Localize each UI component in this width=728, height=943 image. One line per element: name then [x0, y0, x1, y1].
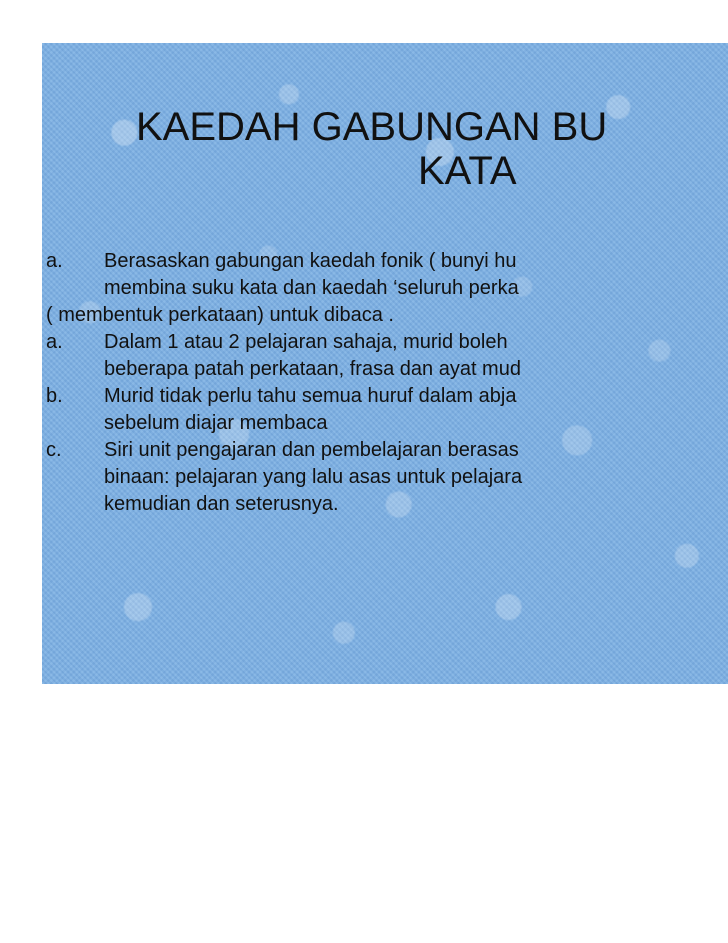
list-marker: b. [46, 385, 63, 407]
text-line: Berasaskan gabungan kaedah fonik ( bunyi hu [104, 250, 517, 272]
list-marker: a. [46, 250, 63, 272]
text-line: Murid tidak perlu tahu semua huruf dalam abja [104, 385, 517, 407]
text-line: sebelum diajar membaca [104, 412, 328, 434]
text-line: Siri unit pengajaran dan pembelajaran berasas [104, 439, 519, 461]
slide [42, 43, 728, 684]
list-item-text [104, 437, 728, 518]
text-line: binaan: pelajaran yang lalu asas untuk pelajara [104, 466, 523, 488]
list-item-text [104, 329, 728, 383]
slide-title-line-2: KATA [418, 149, 517, 193]
list-marker: a. [46, 331, 63, 353]
list-item [42, 437, 728, 518]
list-item [42, 248, 728, 302]
text-line: kemudian dan seterusnya. [104, 493, 339, 515]
text-line: Dalam 1 atau 2 pelajaran sahaja, murid boleh [104, 331, 508, 353]
text-line: beberapa patah perkataan, frasa dan ayat mud [104, 358, 521, 380]
slide-title [42, 105, 728, 193]
continuation-line: ( membentuk perkataan) untuk dibaca . [46, 304, 394, 326]
list-item-text [104, 383, 728, 437]
list-item [42, 329, 728, 383]
list-marker: c. [46, 439, 62, 461]
list-item [42, 383, 728, 437]
list-item-text [104, 248, 728, 302]
slide-body [42, 248, 728, 518]
slide-title-line-1: KAEDAH GABUNGAN BU [136, 105, 608, 149]
text-line: membina suku kata dan kaedah ‘seluruh perka [104, 277, 519, 299]
